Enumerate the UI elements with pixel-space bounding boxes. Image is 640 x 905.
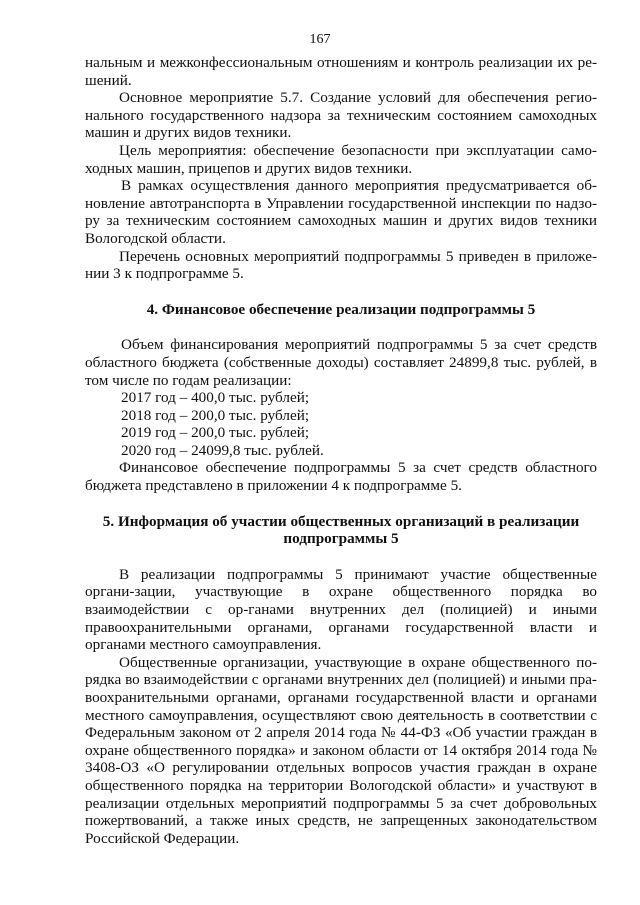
section-5-paragraph-2: Общественные организации, участвующие в охране общественного по-рядка во взаимодействии с органами внутренних дел (полицией) и иными пра-воохранительными органами, органами государственной власти и органами местного самоуправления, осуществляют свою деятельность в соответствии с Федеральным законом от 2 апреля 2014 года № 44-ФЗ «Об участии граждан в охране общественного порядка» и законом области от 14 октября 2014 года № 3408-ОЗ «О регулировании отдельных вопросов участия граждан в охране общественного порядка на территории Вологодской области» и участвуют в реализации отдельных мероприятий подпрограммы 5 за счет добровольных пожертвований, а также иных средств, не запрещенных законодательством Российской Федерации. bbox=[85, 653, 597, 847]
paragraph-activity-5-7: Основное мероприятие 5.7. Создание условий для обеспечения регио-нального государственного надзора за техническим состоянием самоходных машин и других видов техники. bbox=[85, 89, 597, 142]
paragraph-continuation: нальным и межконфессиональным отношениям и контроль реализации их ре-шений. bbox=[85, 54, 597, 89]
funding-year-item: 2020 год – 24099,8 тыс. рублей. bbox=[121, 441, 324, 459]
section-5-heading-line1: 5. Информация об участии общественных организаций в реализации bbox=[102, 512, 580, 530]
paragraph-vehicle-update: В рамках осуществления данного мероприятия предусматривается об-новление автотранспорта в Управлении государственной инспекции по надзо-ру за техническим состоянием самоходных машин и других видов техники Вологодской области. bbox=[85, 177, 597, 247]
funding-by-year-list bbox=[85, 389, 597, 459]
section-5-paragraph-1: В реализации подпрограммы 5 принимают участие общественные органи-зации, участвующие в охране общественного порядка во взаимодействии с ор-ганами внутренних дел (полицией) и иными правоохранительными органами, органами государственной власти и органами местного самоуправления. bbox=[85, 565, 597, 654]
document-body bbox=[85, 54, 597, 847]
paragraph-activities-list: Перечень основных мероприятий подпрограммы 5 приведен в приложе-нии 3 к подпрограмме 5. bbox=[85, 247, 597, 283]
page-number: 167 bbox=[309, 32, 331, 47]
paragraph-activity-goal: Цель мероприятия: обеспечение безопасности при эксплуатации само-ходных машин, прицепов и других видов техники. bbox=[85, 141, 597, 177]
funding-year-item: 2017 год – 400,0 тыс. рублей; bbox=[121, 389, 310, 407]
section-5-heading-line2: подпрограммы 5 bbox=[283, 530, 399, 548]
section-4-intro: Объем финансирования мероприятий подпрограммы 5 за счет средств областного бюджета (собственные доходы) составляет 24899,8 тыс. рублей, в том числе по годам реализации: bbox=[85, 336, 597, 389]
section-4-heading: 4. Финансовое обеспечение реализации подпрограммы 5 bbox=[146, 300, 536, 318]
funding-year-item: 2019 год – 200,0 тыс. рублей; bbox=[121, 424, 310, 442]
section-5-heading bbox=[85, 513, 597, 548]
funding-year-item: 2018 год – 200,0 тыс. рублей; bbox=[121, 406, 310, 424]
section-4-closing: Финансовое обеспечение подпрограммы 5 за счет средств областного бюджета представлено в приложении 4 к подпрограмме 5. bbox=[85, 459, 597, 495]
